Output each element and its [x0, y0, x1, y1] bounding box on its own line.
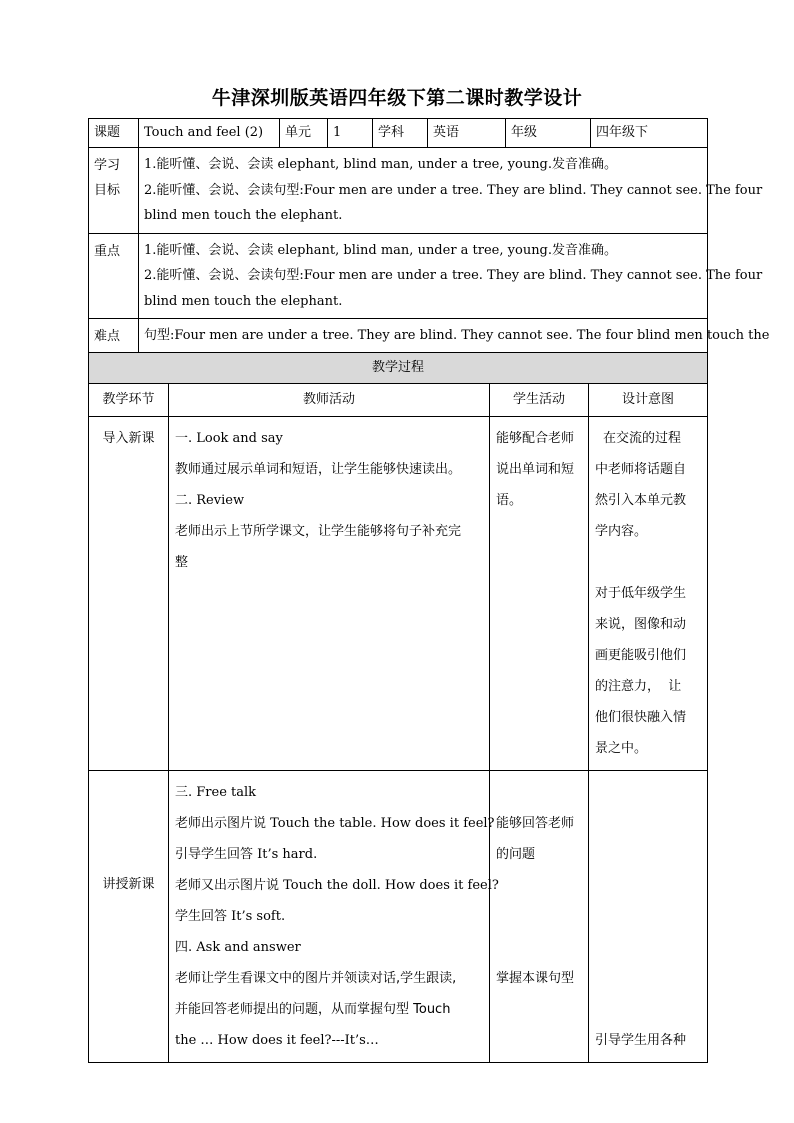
column-student: 学生活动 — [490, 384, 589, 417]
intro-intent-line: 来说，图像和动 — [595, 617, 687, 632]
intro-teacher-line: 教师通过展示单词和短语，让学生能够快速读出。 — [175, 462, 462, 477]
stage-intro-student — [490, 417, 588, 522]
intro-intent-blank — [595, 547, 701, 578]
subject-label: 学科 — [378, 125, 405, 140]
teaching-process-table — [88, 352, 708, 1063]
stage-intro-intent — [589, 417, 707, 770]
unit-value: 1 — [333, 125, 342, 140]
lesson-info-table — [88, 118, 770, 379]
objectives-row — [89, 148, 708, 234]
new-teacher-line: 老师出示图片说 Touch the table. How does it feel? — [175, 816, 495, 831]
process-header: 教学过程 — [89, 353, 708, 384]
document-title: 牛津深圳版英语四年级下第二课时教学设计 — [211, 87, 583, 109]
intro-teacher-line: 整 — [175, 555, 189, 570]
key-points-line3: blind men touch the elephant. — [144, 293, 343, 309]
new-student-line: 的问题 — [496, 847, 536, 862]
column-teacher: 教师活动 — [169, 384, 490, 417]
key-points-line1: 1.能听懂、会说、会读 elephant, blind man, under a tree, young.发音准确。 — [144, 242, 618, 258]
stage-intro-teacher — [169, 417, 489, 584]
intro-intent-line: 然引入本单元教 — [595, 493, 687, 508]
intro-student-line: 语。 — [496, 493, 523, 508]
new-teacher-line: 三. Free talk — [175, 785, 257, 800]
intro-intent-line: 对于低年级学生 — [595, 586, 687, 601]
column-intent: 设计意图 — [589, 384, 708, 417]
stage-row-intro — [89, 417, 708, 771]
new-teacher-line: 老师又出示图片说 Touch the doll. How does it feel? — [175, 878, 499, 893]
objectives-content — [139, 148, 763, 233]
new-teacher-line: the … How does it feel?---It’s… — [175, 1033, 379, 1048]
new-teacher-line: 学生回答 It’s soft. — [175, 909, 286, 924]
process-header-row — [89, 353, 708, 384]
intro-student-line: 说出单词和短 — [496, 462, 575, 477]
intro-intent-line: 他们很快融入情 — [595, 710, 687, 725]
objectives-label-line2: 目标 — [94, 183, 121, 198]
key-points-row — [89, 233, 708, 319]
difficulties-label: 难点 — [94, 329, 121, 344]
column-stage: 教学环节 — [89, 384, 169, 417]
grade-value: 四年级下 — [596, 125, 649, 140]
process-columns-row — [89, 384, 708, 417]
stage-new-student — [490, 771, 588, 1000]
grade-label: 年级 — [511, 125, 538, 140]
objectives-line2: 2.能听懂、会说、会读句型:Four men are under a tree. They are blind. They cannot see. The four — [144, 182, 763, 198]
objectives-line3: blind men touch the elephant. — [144, 208, 343, 223]
key-points-label: 重点 — [94, 243, 121, 259]
intro-intent-line: 学内容。 — [595, 524, 648, 539]
unit-label: 单元 — [285, 125, 312, 140]
new-teacher-line: 并能回答老师提出的问题，从而掌握句型 Touch — [175, 1002, 451, 1017]
stage-intro-name: 导入新课 — [102, 431, 155, 446]
objectives-label — [89, 148, 138, 208]
objectives-line1: 1.能听懂、会说、会读 elephant, blind man, under a tree, young.发音准确。 — [144, 157, 618, 172]
topic-value: Touch and feel (2) — [144, 125, 264, 140]
stage-new-teacher — [169, 771, 499, 1062]
new-teacher-line: 老师让学生看课文中的图片并领读对话,学生跟读, — [175, 971, 457, 986]
intro-intent-line: 在交流的过程 — [603, 431, 682, 446]
stage-new-name: 讲授新课 — [102, 877, 155, 892]
new-teacher-line: 四. Ask and answer — [175, 940, 301, 955]
objectives-label-line1: 学习 — [94, 158, 121, 173]
intro-intent-line: 景之中。 — [595, 741, 648, 756]
intro-student-line: 能够配合老师 — [496, 431, 575, 446]
intro-teacher-line: 二. Review — [175, 493, 245, 508]
stage-new-intent — [589, 771, 707, 1062]
intro-intent-line: 中老师将话题自 — [595, 462, 687, 477]
intro-intent-line: 的注意力， 让 — [595, 679, 682, 694]
subject-value: 英语 — [433, 125, 460, 140]
new-student-line: 能够回答老师 — [496, 816, 575, 831]
intro-teacher-line: 老师出示上节所学课文，让学生能够将句子补充完 — [175, 524, 462, 539]
intro-teacher-line: 一. Look and say — [175, 431, 283, 446]
new-teacher-line: 引导学生回答 It’s hard. — [175, 847, 318, 862]
new-student-line: 掌握本课句型 — [496, 971, 575, 986]
topic-label: 课题 — [94, 125, 121, 140]
stage-row-new-lesson — [89, 771, 708, 1063]
intro-intent-line: 画更能吸引他们 — [595, 648, 687, 663]
key-points-line2: 2.能听懂、会说、会读句型:Four men are under a tree. They are blind. They cannot see. The four — [144, 268, 763, 283]
key-points-content — [139, 234, 763, 319]
difficulties-line1: 句型:Four men are under a tree. They are blind. They cannot see. The four blind men touch the — [144, 328, 770, 343]
new-intent-line: 引导学生用各种 — [595, 1033, 687, 1048]
info-row — [89, 119, 708, 148]
